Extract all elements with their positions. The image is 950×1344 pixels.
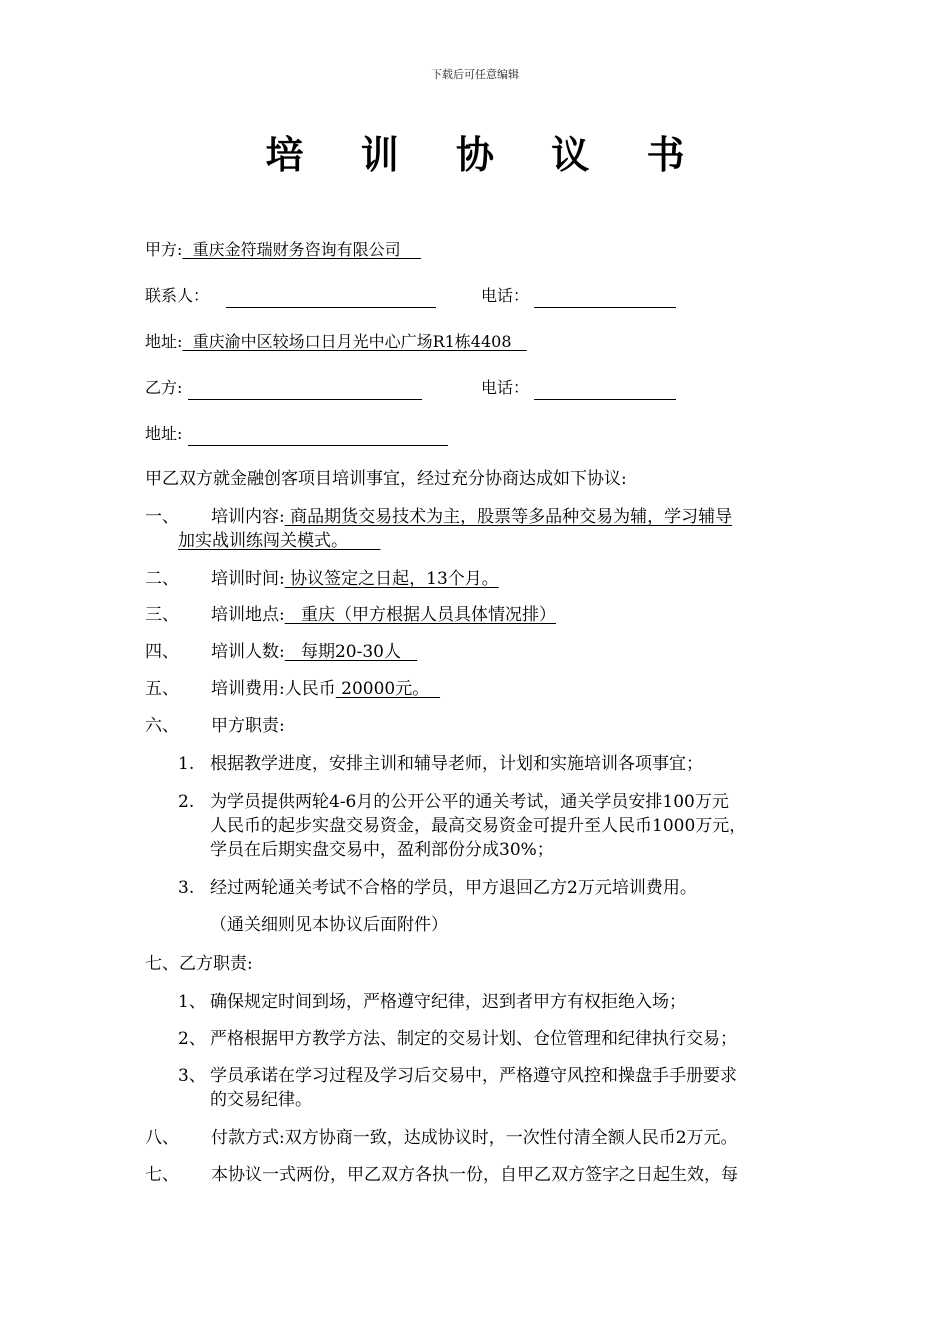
clause-prefix: 人民币 [284, 679, 336, 699]
party-a-contact-row [145, 284, 436, 308]
clause-fee [145, 677, 440, 701]
clause-label: 培训内容: [211, 507, 285, 527]
duty-text-line: 学员在后期实盘交易中，盈利部份分成30%； [210, 840, 554, 860]
duties-note: （通关细则见本协议后面附件） [210, 915, 448, 935]
clause-number: 二、 [145, 569, 179, 589]
party-b-blank[interactable] [188, 381, 422, 400]
clause-number: 四、 [145, 642, 179, 662]
clause-label: 培训地点: [211, 605, 285, 625]
party-b-phone-label: 电话： [481, 378, 530, 397]
clause-label: 培训时间: [211, 569, 285, 589]
clause-label: 甲方职责: [211, 716, 285, 736]
party-a-phone-row [481, 284, 676, 308]
duty-item [178, 790, 729, 814]
duty-text-line: 人民币的起步实盘交易资金，最高交易资金可提升至人民币1000万元， [210, 816, 747, 836]
party-a-label: 甲方: [145, 240, 183, 259]
duty-number: 3. [178, 878, 195, 898]
contact-blank[interactable] [226, 289, 436, 308]
party-a-address-label: 地址: [145, 332, 183, 351]
party-b-phone-row [481, 376, 676, 400]
party-a-row [145, 238, 421, 262]
contact-label: 联系人： [145, 286, 210, 305]
duty-text-line: 学员承诺在学习过程及学习后交易中，严格遵守风控和操盘手手册要求 [210, 1066, 737, 1086]
party-a-address-value: 重庆渝中区较场口日月光中心广场R1栋4408 [182, 332, 527, 351]
intro-paragraph: 甲乙双方就金融创客项目培训事宜，经过充分协商达成如下协议: [145, 469, 627, 489]
duty-number: 2. [178, 792, 195, 812]
clause-number: 三、 [145, 605, 179, 625]
duty-number: 1、 [178, 992, 206, 1012]
duty-text: 根据教学进度，安排主训和辅导老师，计划和实施培训各项事宜； [210, 754, 703, 774]
party-b-address-row [145, 422, 448, 446]
duty-item [178, 752, 703, 776]
clause-number: 一、 [145, 507, 179, 527]
clause-value: 商品期货交易技术为主，股票等多品种交易为辅，学习辅导 [284, 507, 733, 527]
duty-text-line: 为学员提供两轮4-6月的公开公平的通关考试，通关学员安排100万元 [210, 792, 729, 812]
party-a-phone-label: 电话： [481, 286, 530, 305]
document-title: 培 训 协 议 书 [265, 132, 707, 177]
party-a-phone-blank[interactable] [534, 289, 676, 308]
clause-time [145, 567, 785, 591]
party-b-duties-title: 七、乙方职责: [145, 954, 253, 974]
clause-validity [145, 1163, 738, 1187]
duty-text: 严格根据甲方教学方法、制定的交易计划、仓位管理和纪律执行交易； [210, 1029, 737, 1049]
duty-number: 3、 [178, 1066, 206, 1086]
duty-text: 确保规定时间到场，严格遵守纪律，迟到者甲方有权拒绝入场； [210, 992, 686, 1012]
party-b-label: 乙方: [145, 378, 183, 397]
clause-number: 八、 [145, 1128, 179, 1148]
clause-headcount [145, 640, 417, 664]
party-b-address-label: 地址: [145, 424, 183, 443]
duty-number: 2、 [178, 1029, 206, 1049]
clause-party-a-duties [145, 714, 285, 738]
clause-location [145, 603, 793, 627]
clause-content-cont [178, 529, 380, 553]
clause-number: 六、 [145, 716, 179, 736]
clause-value: 每期20-30人 [284, 642, 418, 662]
party-b-phone-blank[interactable] [534, 381, 676, 400]
duty-text: 经过两轮通关考试不合格的学员，甲方退回乙方2万元培训费用。 [210, 878, 697, 898]
duty-item [178, 990, 686, 1014]
duty-number: 1. [178, 754, 195, 774]
clause-number: 七、 [145, 1165, 179, 1185]
header-note: 下载后可任意编辑 [431, 68, 519, 81]
clause-label: 培训人数: [211, 642, 285, 662]
clause-text: 付款方式:双方协商一致，达成协议时，一次性付清全额人民币2万元。 [211, 1128, 738, 1148]
clause-value-cont: 加实战训练闯关模式。 [178, 531, 381, 551]
duty-item [178, 876, 697, 900]
clause-content [145, 505, 732, 529]
party-b-row [145, 376, 422, 400]
party-b-address-blank[interactable] [188, 427, 448, 446]
clause-number: 五、 [145, 679, 179, 699]
duty-text-line: 的交易纪律。 [210, 1090, 312, 1110]
duty-item [178, 1064, 737, 1088]
party-a-name: 重庆金符瑞财务咨询有限公司 [182, 240, 421, 259]
duty-item [178, 1027, 737, 1051]
clause-value: 重庆（甲方根据人员具体情况排） [284, 605, 556, 625]
clause-value: 20000元。 [335, 679, 441, 699]
party-a-address-row [145, 330, 527, 354]
clause-text: 本协议一式两份，甲乙双方各执一份，自甲乙双方签字之日起生效，每 [211, 1165, 738, 1185]
clause-payment [145, 1126, 738, 1150]
clause-value: 协议签定之日起，13个月。 [284, 569, 499, 589]
clause-label: 培训费用: [211, 679, 285, 699]
